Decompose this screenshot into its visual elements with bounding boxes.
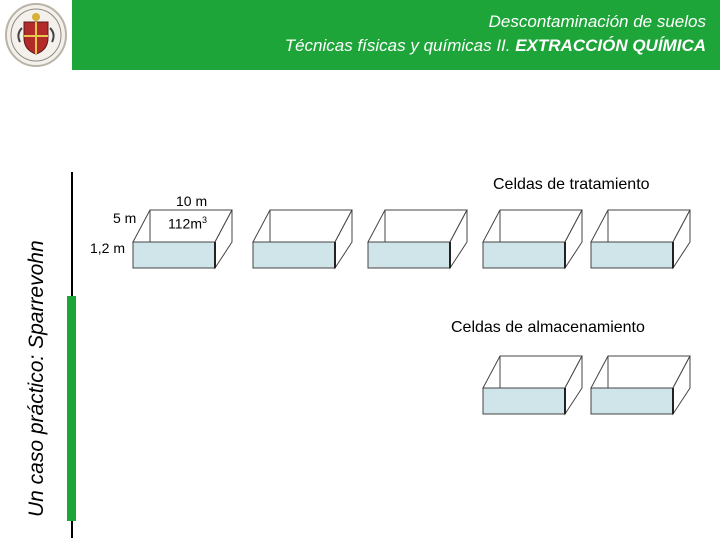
length-label: 10 m	[176, 193, 208, 209]
storage-cell	[483, 356, 582, 414]
treatment-cell	[253, 210, 352, 268]
lesson-title-emphasis: EXTRACCIÓN QUÍMICA	[515, 36, 706, 55]
lesson-title-prefix: Técnicas físicas y químicas II.	[284, 36, 516, 55]
treatment-cells-label: Celdas de tratamiento	[493, 176, 650, 193]
volume-label	[168, 215, 207, 232]
treatment-cell	[368, 210, 467, 268]
storage-cells	[483, 356, 690, 414]
treatment-cell	[483, 210, 582, 268]
storage-cell	[591, 356, 690, 414]
side-title: Un caso práctico: Sparrevohn	[25, 240, 48, 517]
course-title: Descontaminación de suelos	[488, 12, 706, 31]
height-label: 1,2 m	[90, 240, 126, 256]
treatment-cell	[591, 210, 690, 268]
width-label: 5 m	[113, 210, 137, 226]
storage-cells-label: Celdas de almacenamiento	[451, 319, 645, 336]
treatment-cells	[133, 210, 690, 268]
volume-exponent: 3	[201, 215, 207, 225]
volume-value: 112m	[168, 215, 202, 232]
